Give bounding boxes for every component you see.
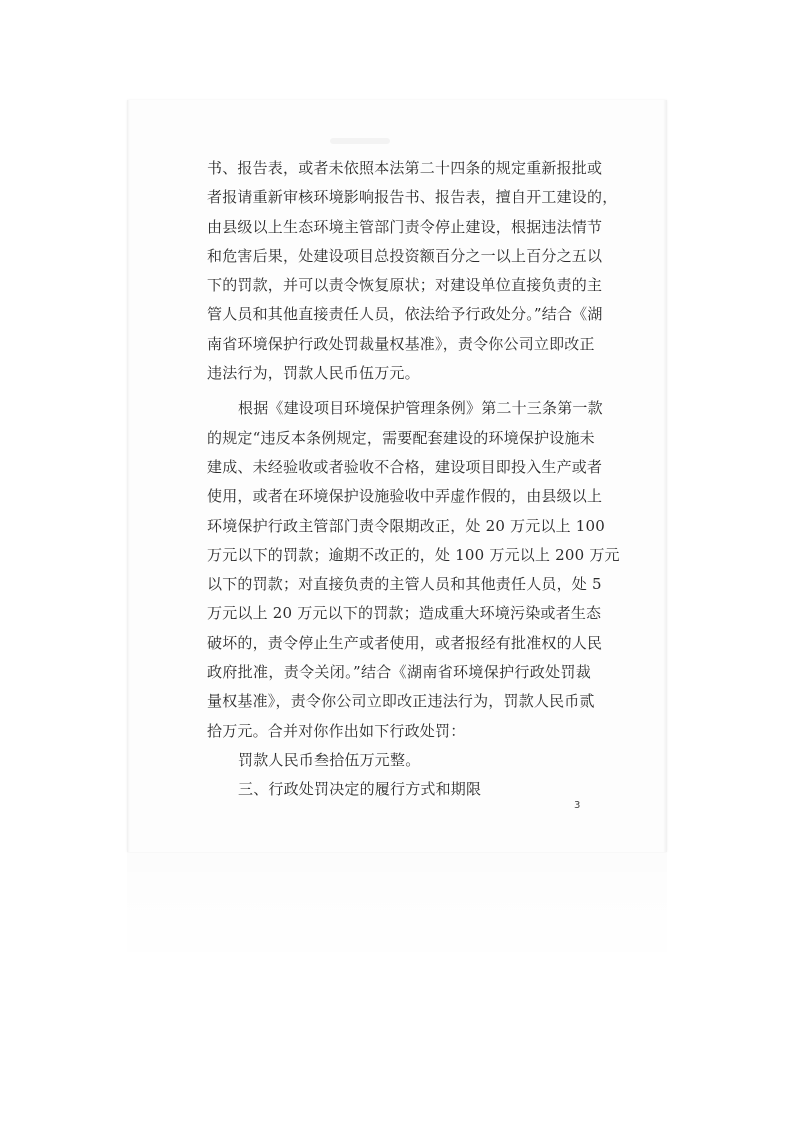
text-line: 万元以下的罚款；逾期不改正的，处 100 万元以上 200 万元 [207, 545, 620, 564]
text-line: 拾万元。合并对你作出如下行政处罚： [207, 721, 466, 740]
scan-shadow [127, 852, 667, 972]
page-edge-left [127, 100, 130, 852]
section-heading: 三、行政处罚决定的履行方式和期限 [238, 780, 482, 799]
text-line: 罚款人民币叁拾伍万元整。 [238, 750, 421, 769]
text-line: 使用，或者在环境保护设施验收中弄虚作假的，由县级以上 [207, 487, 603, 506]
text-line: 破坏的，责令停止生产或者使用，或者报经有批准权的人民 [207, 633, 603, 652]
text-line: 下的罚款，并可以责令恢复原状；对建设单位直接负责的主 [207, 276, 603, 295]
text-line: 违法行为，罚款人民币伍万元。 [207, 364, 420, 383]
text-line: 量权基准》，责令你公司立即改正违法行为，罚款人民币贰 [207, 692, 595, 711]
text-line: 南省环境保护行政处罚裁量权基准》，责令你公司立即改正 [207, 334, 595, 353]
page-number: 3 [574, 800, 581, 811]
text-line: 管人员和其他直接责任人员，依法给予行政处分。”结合《湖 [207, 305, 603, 324]
text-line: 者报请重新审核环境影响报告书、报告表，擅自开工建设的， [207, 188, 618, 207]
text-line: 书、报告表，或者未依照本法第二十四条的规定重新报批或 [207, 159, 603, 177]
document-body [207, 154, 620, 805]
text-line: 根据《建设项目环境保护管理条例》第二十三条第一款 [238, 399, 603, 418]
text-line: 建成、未经验收或者验收不合格，建设项目即投入生产或者 [207, 457, 603, 476]
text-line: 的规定“违反本条例规定，需要配套建设的环境保护设施未 [207, 428, 595, 447]
text-line: 环境保护行政主管部门责令限期改正，处 20 万元以上 100 [207, 516, 606, 535]
text-line: 政府批准，责令关闭。”结合《湖南省环境保护行政处罚裁 [207, 663, 591, 682]
text-line: 以下的罚款；对直接负责的主管人员和其他责任人员，处 5 [207, 575, 602, 594]
scan-artifact [330, 138, 390, 144]
text-line: 万元以上 20 万元以下的罚款；造成重大环境污染或者生态 [207, 604, 602, 623]
text-line: 和危害后果，处建设项目总投资额百分之一以上百分之五以 [207, 246, 603, 265]
page-edge-right [663, 100, 667, 852]
text-line: 由县级以上生态环境主管部门责令停止建设，根据违法情节 [207, 217, 603, 236]
